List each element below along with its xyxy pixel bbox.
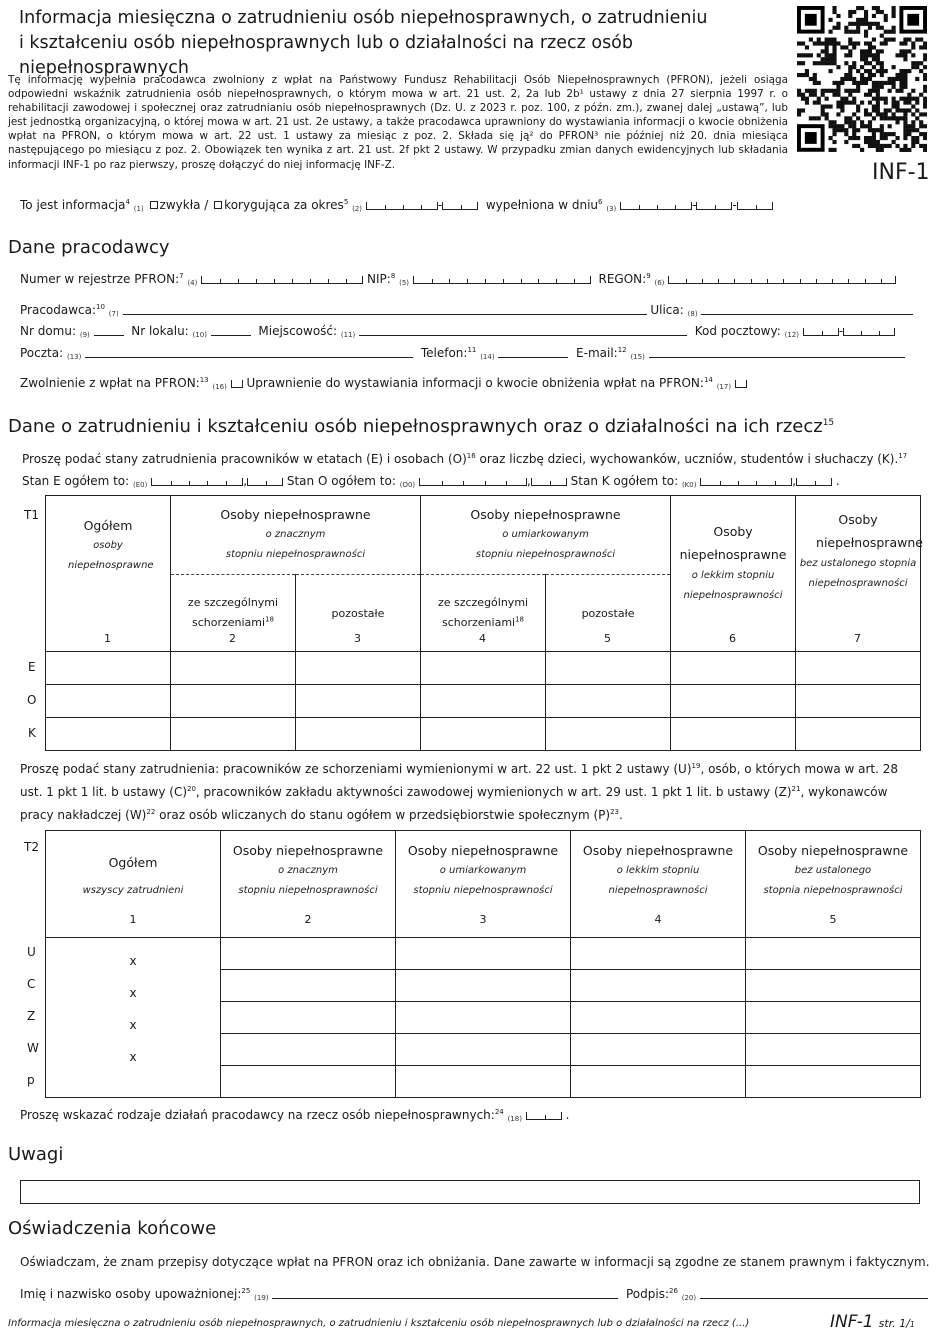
remarks-section-title: Uwagi [8,1144,64,1165]
final-statement: Oświadczam, że znam przepisy dotyczące wpłat na PFRON oraz ich obniżania. Dane zawarte w informacji są zgodne ze stanem prawnym i faktycznym. [20,1255,930,1269]
t2-cell[interactable] [46,1066,221,1098]
t1-col-number: 4 [479,632,486,645]
t1-group-moderate: Osoby niepełnosprawne o umiarkowanym stopniu niepełnosprawności [421,496,671,575]
t1-cell[interactable] [171,652,296,685]
city-field[interactable] [359,326,687,336]
correction-option: korygująca za okres [224,198,344,212]
t1-col7-header: Osoby niepełnosprawne bez ustalonego stopnia niepełnosprawności [796,496,921,652]
t1-moderate-special-header: ze szczególnymi schorzeniami$^{18}$ [421,575,546,652]
filled-day-field[interactable] [737,202,773,210]
t1-cell[interactable] [421,652,546,685]
regular-checkbox[interactable] [150,201,158,209]
t2-row-u [46,938,921,970]
post-office-field[interactable] [85,348,413,358]
t2-x-mark: x [46,1002,221,1034]
final-section-title: Oświadczenia końcowe [8,1218,217,1239]
t1-cell[interactable] [46,685,171,718]
correction-checkbox[interactable] [214,201,222,209]
t1-group-severe: Osoby niepełnosprawne o znacznym stopniu niepełnosprawności [171,496,421,575]
t2-row-label-w: W [27,1041,39,1055]
t2-cell[interactable] [396,970,571,1002]
t1-col-number: 6 [729,632,736,645]
total-e-int-field[interactable] [151,478,243,486]
t2-row-z [46,1002,921,1034]
t2-row-label-u: U [27,945,36,959]
t2-x-mark: x [46,1034,221,1066]
employment-intro: Proszę podać stany zatrudnienia pracowników w etatach (E) i osobach $(O)^{16}$ oraz liczbę dzieci, wychowanków, uczniów, studentów i słuchaczy (K).$^{17}$ [22,452,908,466]
t1-col1-header: Ogółem osoby niepełnosprawne [46,496,171,652]
t1-row-label-e: E [28,660,36,674]
t2-cell[interactable] [221,970,396,1002]
t1-cell[interactable] [671,652,796,685]
t1-row-e [46,652,921,685]
t1-col6-header: Osoby niepełnosprawne o lekkim stopniu niepełnosprawności [671,496,796,652]
employment-section-title: Dane o zatrudnieniu i kształceniu osób niepełnosprawnych oraz o działalności na ich rzecz$^{15}$ [8,416,835,437]
form-title [19,6,779,81]
t1-cell[interactable] [296,652,421,685]
actions-row: Proszę wskazać rodzaje działań pracodawcy na rzecz osób niepełnosprawnych:$^{24}$ $_{(18)}$ . [20,1108,570,1123]
footer-code: INF-1 str. 1/1 [830,1312,915,1332]
t1-cell[interactable] [546,718,671,751]
t1-cell[interactable] [796,685,921,718]
t1-cell[interactable] [421,718,546,751]
t2-cell[interactable] [571,938,746,970]
address-row: Nr domu: $_{(9)}$ Nr lokalu: $_{(10)}$ Miejscowość: $_{(11)}$ Kod pocztowy: $_{(12)}$ - [20,324,895,339]
t1-row-o [46,685,921,718]
street-field[interactable] [701,305,913,315]
period-month-field[interactable] [442,202,478,210]
t2-table [45,830,921,1098]
t2-cell[interactable] [221,1002,396,1034]
t1-severe-special-header: ze szczególnymi schorzeniami$^{18}$ [171,575,296,652]
t2-cell[interactable] [746,1034,921,1066]
t2-col1-header: Ogółem wszyscy zatrudnieni 1 [46,831,221,938]
form-code: INF-1 [872,160,930,185]
exemption-field[interactable] [231,380,243,388]
reduction-right-field[interactable] [735,380,747,388]
t1-row-k [46,718,921,751]
phone-field[interactable] [498,348,568,358]
registry-row: Numer w rejestrze PFRON:$^7$ $_{(4)}$ NIP:$^8$ $_{(5)}$ REGON:$^9$ $_{(6)}$ [20,272,896,287]
qr-code [797,6,927,154]
filled-year-field[interactable] [620,202,692,210]
t1-cell[interactable] [46,718,171,751]
t1-col-number: 5 [604,632,611,645]
house-number-field[interactable] [94,326,124,336]
t2-cell[interactable] [571,1002,746,1034]
t1-label: T1 [24,508,39,522]
t2-row-p [46,1066,921,1098]
filled-date-label: wypełniona w dniu [485,198,599,212]
t1-row-label-k: K [28,726,36,740]
info-type-row: To jest informacja$^4$ $_{(1)}$ zwykła / korygująca za okres$^5$ $_{(2)}$ - wypełniona w dniu$^6$ $_{(3)}$ - - [20,198,773,213]
t1-col-number: 3 [354,632,361,645]
t1-cell[interactable] [671,685,796,718]
regon-field[interactable] [668,276,896,284]
t2-cell[interactable] [396,1034,571,1066]
t2-cell[interactable] [221,938,396,970]
postal-code-suffix-field[interactable] [843,328,895,336]
t2-intro-paragraph: Proszę podać stany zatrudnienia: pracowników ze schorzeniami wymienionymi w art. 22 ust. 1 pkt 2 ustawy $(U)^{19}$, osób, o których mowa w art. 28 ust. 1 pkt 1 lit. b ustawy $(C)^{20}$, pracowników zakładu aktywności zawodowej wymienionych w art. 29 ust. 1 pkt 1 lit. b ustawy $(Z)^{21}$, wykonawców pracy nakładczej $(W)^{22}$ oraz osób wliczanych do stanu ogółem w przedsiębiorstwie społecznym $(P)^{23}$. [20,762,899,822]
employer-name-field[interactable] [123,305,647,315]
t1-cell[interactable] [296,718,421,751]
total-k-int-field[interactable] [700,478,792,486]
t2-row-label-c: C [27,977,36,991]
totals-row: Stan E ogółem to: $_{(E0)}$ , Stan O ogółem to: $_{(O0)}$ , Stan K ogółem to: $_{(K0)}$ , . [22,474,840,489]
signature-row: Imię i nazwisko osoby upoważnionej:$^{25}$ $_{(19)}$ Podpis:$^{26}$ $_{(20)}$ [20,1287,928,1302]
email-field[interactable] [649,348,905,358]
info-type-label: To jest informacja [20,198,126,212]
total-o-int-field[interactable] [419,478,527,486]
t1-cell[interactable] [546,685,671,718]
t2-body [46,938,921,1098]
t2-cell[interactable] [571,1066,746,1098]
nip-field[interactable] [413,276,591,284]
period-year-field[interactable] [366,202,438,210]
t2-cell[interactable] [746,938,921,970]
t1-cell[interactable] [796,718,921,751]
t1-col-number: 7 [854,632,861,645]
t2-row-label-z: Z [27,1009,36,1023]
t1-cell[interactable] [171,718,296,751]
t2-cell[interactable] [221,1066,396,1098]
t2-col4-header: Osoby niepełnosprawne o lekkim stopniu niepełnosprawności 4 [571,831,746,938]
t1-cell[interactable] [671,718,796,751]
t2-cell[interactable] [396,1002,571,1034]
remarks-field[interactable] [20,1180,920,1204]
t1-col-number: 2 [229,632,236,645]
pfron-number-field[interactable] [201,276,363,284]
t2-row-label-p: p [27,1073,35,1087]
t1-cell[interactable] [46,652,171,685]
employer-name-row: Pracodawca:$^{10}$ $_{(7)}$ Ulica: $_{(8)}$ [20,303,913,318]
t1-cell[interactable] [546,652,671,685]
regular-option: zwykła / [159,198,209,212]
total-e-dec-field[interactable] [247,478,283,486]
t2-col3-header: Osoby niepełnosprawne o umiarkowanym stopniu niepełnosprawności 3 [396,831,571,938]
footer-text: Informacja miesięczna o zatrudnieniu osób niepełnosprawnych, o zatrudnieniu i kształceniu osób niepełnosprawnych lub o działalności na rzecz (...) [8,1318,750,1329]
t2-col5-header: Osoby niepełnosprawne bez ustalonego stopnia niepełnosprawności 5 [746,831,921,938]
intro-paragraph: Tę informację wypełnia pracodawca zwolniony z wpłat na Państwowy Fundusz Rehabilitacji Osób Niepełnosprawnych (PFRON), jeżeli osiąga odpowiedni wskaźnik zatrudnienia osób niepełnosprawnych, o którym mowa w art. 21 ust. 2, 2a lub 2b¹ ustawy z dnia 27 sierpnia 1997 r. o rehabilitacji zawodowej i społecznej oraz zatrudnianiu osób niepełnosprawnych (Dz. U. z 2023 r. poz. 100, z późn. zm.), zwanej dalej „ustawą”, lub jest jednostką organizacyjną, o której mowa w art. 21 ust. 2e ustawy, a także pracodawca uprawniony do wystawiania informacji o kwocie obniżenia wpłat na PFRON, o którym mowa w art. 22 ust. 1 ustawy za miesiąc z poz. 2. Składa się ją² do PFRON³ nie później niż 20. dnia miesiąca następującego po miesiącu z poz. 2. Obowiązek ten wynika z art. 21 ust. 2f pkt 2 ustawy. W przypadku zmian danych ewidencyjnych lub składania informacji INF-1 po raz pierwszy, proszę dołączyć do niej informację INF-Z. [8,74,788,171]
form-title-line2: i kształceniu osób niepełnosprawnych lub o działalności na rzecz osób niepełnosprawnych [19,33,633,78]
total-k-dec-field[interactable] [796,478,832,486]
authorized-name-field[interactable] [272,1289,618,1299]
t2-col2-header: Osoby niepełnosprawne o znacznym stopniu niepełnosprawności 2 [221,831,396,938]
t1-body [46,652,921,751]
t1-row-label-o: O [27,693,37,707]
postal-code-prefix-field[interactable] [803,328,839,336]
t2-x-mark: x [46,938,221,970]
t1-moderate-other-header: pozostałe [546,575,671,652]
employer-section-title: Dane pracodawcy [8,237,170,258]
t2-label: T2 [24,840,39,854]
t1-cell[interactable] [796,652,921,685]
t2-cell[interactable] [396,938,571,970]
t2-cell[interactable] [746,970,921,1002]
flat-number-field[interactable] [211,326,251,336]
t1-col-number: 1 [104,632,111,645]
t2-cell[interactable] [571,1034,746,1066]
filled-month-field[interactable] [696,202,732,210]
total-o-dec-field[interactable] [531,478,567,486]
t1-severe-other-header: pozostałe [296,575,421,652]
t2-cell[interactable] [746,1002,921,1034]
t2-row-w [46,1034,921,1066]
t1-table [45,495,921,751]
exemption-row: Zwolnienie z wpłat na PFRON:$^{13}$ $_{(16)}$ Uprawnienie do wystawiania informacji o kwocie obniżenia wpłat na PFRON:$^{14}$ $_{(17)}$ [20,376,747,391]
t2-cell[interactable] [221,1034,396,1066]
t2-cell[interactable] [571,970,746,1002]
form-title-line1: Informacja miesięczna o zatrudnieniu osób niepełnosprawnych, o zatrudnieniu [19,8,708,28]
t2-cell[interactable] [396,1066,571,1098]
actions-field[interactable] [526,1112,562,1120]
t1-cell[interactable] [296,685,421,718]
signature-field[interactable] [700,1289,928,1299]
t2-x-mark: x [46,970,221,1002]
t1-cell[interactable] [421,685,546,718]
t1-cell[interactable] [171,685,296,718]
t2-cell[interactable] [746,1066,921,1098]
t2-row-c [46,970,921,1002]
contact-row: Poczta: $_{(13)}$ Telefon:$^{11}$ $_{(14)}$ E-mail:$^{12}$ $_{(15)}$ [20,346,905,361]
